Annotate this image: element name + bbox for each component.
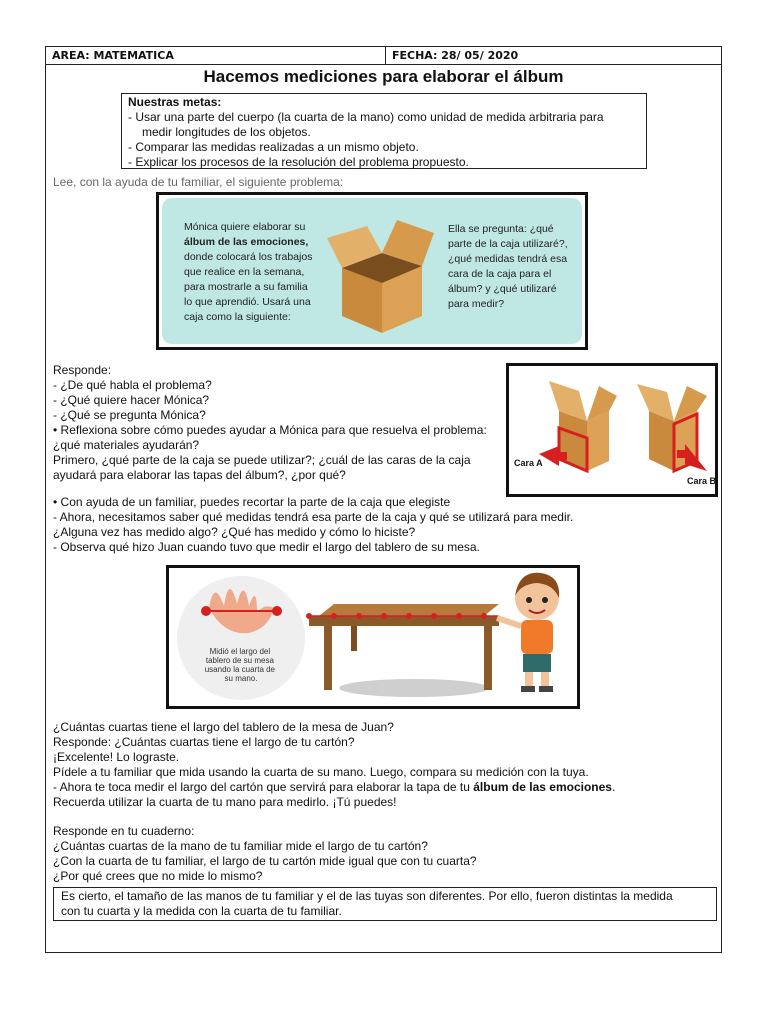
respond-line: - ¿Qué quiere hacer Mónica? [53, 393, 210, 407]
notebook-section [53, 824, 477, 884]
steps-section [53, 495, 573, 555]
step-line: - Observa qué hizo Juan cuando tuvo que medir el largo del tablero de su mesa. [53, 540, 480, 554]
answer-line: con tu cuarta y la medida con la cuarta de tu familiar. [61, 904, 342, 918]
goal-item: - Explicar los procesos de la resolución del problema propuesto. [128, 155, 469, 169]
area-label: AREA: MATEMATICA [52, 49, 174, 62]
respond-line: ¿qué materiales ayudarán? [53, 438, 200, 452]
goals-heading: Nuestras metas: [128, 95, 222, 109]
respond-line: Primero, ¿qué parte de la caja se puede utilizar?; ¿cuál de las caras de la caja [53, 453, 471, 467]
caption-line: Midió el largo del [209, 647, 271, 656]
caption-line: su mano. [224, 674, 258, 683]
step-line: ¿Alguna vez has medido algo? ¿Qué has medido y cómo lo hiciste? [53, 525, 416, 539]
cara-b-label: Cara B [687, 476, 715, 486]
worksheet [45, 46, 722, 953]
question-line: ¡Excelente! Lo lograste. [53, 750, 180, 764]
page-title: Hacemos mediciones para elaborar el álbum [203, 67, 564, 86]
header-table [46, 47, 721, 65]
story-line: parte de la caja utilizaré?, [448, 238, 568, 250]
date-label: FECHA: 28/ 05/ 2020 [392, 49, 519, 62]
respond-line: - ¿Qué se pregunta Mónica? [53, 408, 206, 422]
story-line: donde colocará los trabajos [184, 251, 313, 263]
goals-box [121, 93, 647, 169]
boxes-faces-illustration [506, 363, 718, 497]
two-boxes-icon [509, 366, 715, 494]
header-divider [385, 47, 386, 64]
intro-text: Lee, con la ayuda de tu familiar, el siguiente problema: [53, 175, 344, 189]
answer-box [53, 887, 717, 921]
story-line: Mónica quiere elaborar su [184, 221, 306, 233]
juan-measuring-illustration [166, 565, 580, 709]
question-line: Recuerda utilizar la cuarta de tu mano para medirlo. ¡Tú puedes! [53, 795, 397, 809]
open-box-icon [322, 208, 437, 338]
story-line: cara de la caja para el [448, 268, 552, 280]
measure-instruction [53, 780, 615, 795]
story-line: Ella se pregunta: ¿qué [448, 223, 554, 235]
question-line: Responde: ¿Cuántas cuartas tiene el largo de tu cartón? [53, 735, 355, 749]
story-left-text [184, 220, 312, 325]
story-right-text [448, 222, 568, 312]
goal-item: - Usar una parte del cuerpo (la cuarta de la mano) como unidad de medida arbitraria para [128, 110, 604, 124]
caption-line: tablero de su mesa [205, 656, 274, 665]
respond-line: ayudará para elaborar las tapas del álbum?, ¿por qué? [53, 468, 346, 482]
story-line: lo que aprendió. Usará una [184, 296, 311, 308]
notebook-line: ¿Por qué crees que no mide lo mismo? [53, 869, 263, 883]
respond-line: • Reflexiona sobre cómo puedes ayudar a Mónica para que resuelva el problema: [53, 423, 487, 437]
story-line: ¿qué medidas tendrá esa [448, 253, 568, 265]
story-line: para mostrarle a su familia [184, 281, 308, 293]
goal-item: - Comparar las medidas realizadas a un mismo objeto. [128, 140, 419, 154]
album-emphasis: álbum de las emociones [473, 780, 612, 794]
answer-line: Es cierto, el tamaño de las manos de tu familiar y el de las tuyas son diferentes. Por ello, fueron distintas la medida [61, 889, 673, 903]
step-line: • Con ayuda de un familiar, puedes recortar la parte de la caja que elegiste [53, 495, 451, 509]
story-panel [162, 198, 582, 344]
measure-text: . [611, 780, 616, 794]
story-illustration [156, 192, 588, 350]
story-line: para medir? [448, 298, 505, 310]
question-line: Pídele a tu familiar que mida usando la cuarta de su mano. Luego, compara su medición con la tuya. [53, 765, 589, 779]
goal-item: medir longitudes de los objetos. [142, 125, 311, 139]
cara-a-label: Cara A [514, 458, 543, 468]
respond-line: Responde: [53, 363, 112, 377]
story-line: que realice en la semana, [184, 266, 305, 278]
notebook-line: ¿Cuántas cuartas de la mano de tu familiar mide el largo de tu cartón? [53, 839, 428, 853]
respond-line: - ¿De qué habla el problema? [53, 378, 212, 392]
story-line: caja como la siguiente: [184, 311, 291, 323]
step-line: - Ahora, necesitamos saber qué medidas tendrá esa parte de la caja y qué se utilizará para medir. [53, 510, 574, 524]
caption-line: usando la cuarta de [204, 665, 276, 674]
notebook-line: Responde en tu cuaderno: [53, 824, 195, 838]
measure-text: - Ahora te toca medir el largo del cartón que servirá para elaborar la tapa de tu [53, 780, 474, 794]
story-line: álbum? y ¿qué utilizaré [448, 283, 557, 295]
questions-section [53, 720, 615, 810]
table-measure-icon [169, 568, 577, 706]
respond-section [53, 363, 487, 483]
story-line: álbum de las emociones, [184, 236, 309, 248]
question-line: ¿Cuántas cuartas tiene el largo del tablero de la mesa de Juan? [53, 720, 394, 734]
notebook-line: ¿Con la cuarta de tu familiar, el largo de tu cartón mide igual que con tu cuarta? [53, 854, 477, 868]
